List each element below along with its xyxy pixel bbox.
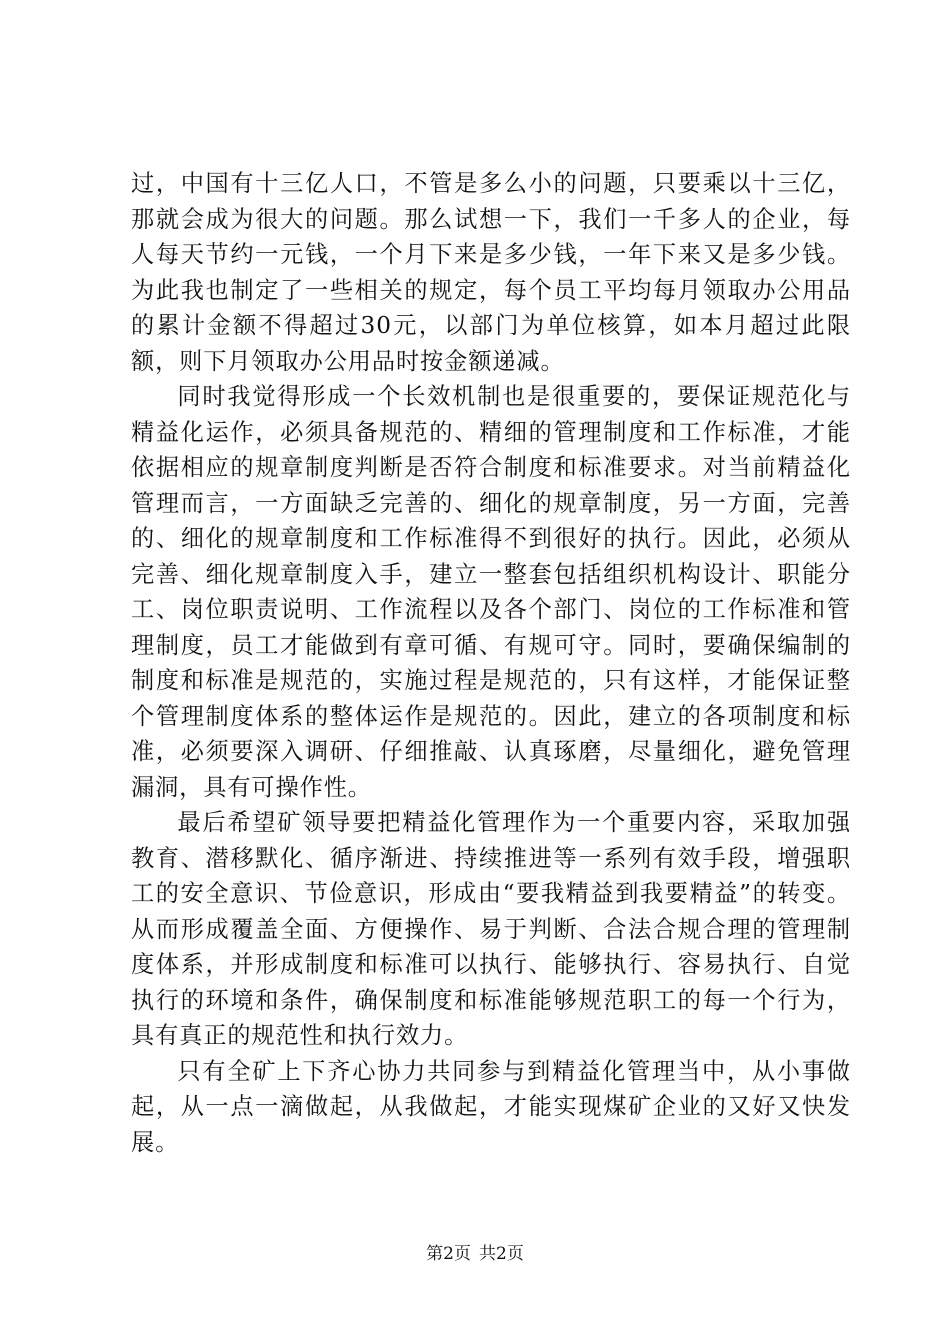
paragraph-leadership: 最后希望矿领导要把精益化管理作为一个重要内容，采取加强教育、潜移默化、循序渐进、持续推进等一系列有效手段，增强职工的安全意识、节俭意识，形成由“要我精益到我要精益”的转变。从而形成覆盖全面、方便操作、易于判断、合法合规合理的管理制度体系，并形成制度和标准可以执行、能够执行、容易执行、自觉执行的环境和条件，确保制度和标准能够规范职工的每一个行为，具有真正的规范性和执行效力。 [131,809,851,1049]
paragraph-conclusion: 只有全矿上下齐心协力共同参与到精益化管理当中，从小事做起，从一点一滴做起，从我做起，才能实现煤矿企业的又好又快发展。 [131,1057,851,1156]
page-number: 第2页 [426,1244,471,1264]
paragraph-continuation: 过，中国有十三亿人口，不管是多么小的问题，只要乘以十三亿，那就会成为很大的问题。那么试想一下，我们一千多人的企业，每人每天节约一元钱，一个月下来是多少钱，一年下来又是多少钱。为此我也制定了一些相关的规定，每个员工平均每月领取办公用品的累计金额不得超过30元，以部门为单位核算，如本月超过此限额，则下月领取办公用品时按金额递减。 [131,170,851,375]
page-total: 共2页 [479,1244,524,1264]
paragraph-mechanism: 同时我觉得形成一个长效机制也是很重要的，要保证规范化与精益化运作，必须具备规范的、精细的管理制度和工作标准，才能依据相应的规章制度判断是否符合制度和标准要求。对当前精益化管理而言，一方面缺乏完善的、细化的规章制度，另一方面，完善的、细化的规章制度和工作标准得不到很好的执行。因此，必须从完善、细化规章制度入手，建立一整套包括组织机构设计、职能分工、岗位职责说明、工作流程以及各个部门、岗位的工作标准和管理制度，员工才能做到有章可循、有规可守。同时，要确保编制的制度和标准是规范的，实施过程是规范的，只有这样，才能保证整个管理制度体系的整体运作是规范的。因此，建立的各项制度和标准，必须要深入调研、仔细推敲、认真琢磨，尽量细化，避免管理漏洞，具有可操作性。 [131,383,851,801]
document-body [131,166,851,1160]
page-footer [0,1243,950,1265]
